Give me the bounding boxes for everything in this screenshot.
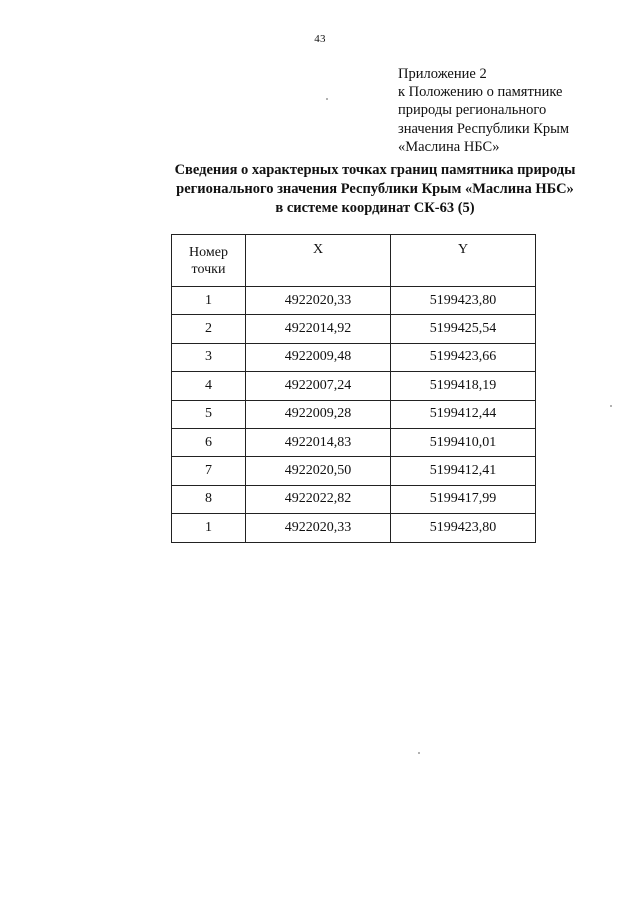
cell-x: 4922014,92 — [246, 315, 391, 343]
cell-y: 5199412,44 — [391, 400, 536, 428]
page-number: 43 — [314, 33, 326, 45]
table-row — [172, 485, 536, 513]
cell-point: 1 — [172, 514, 246, 542]
cell-y: 5199423,80 — [391, 287, 536, 315]
cell-point: 6 — [172, 428, 246, 456]
table-row — [172, 400, 536, 428]
table-header-row — [172, 235, 536, 287]
scan-speck — [610, 405, 612, 407]
cell-point: 4 — [172, 372, 246, 400]
cell-point: 3 — [172, 343, 246, 371]
cell-x: 4922022,82 — [246, 485, 391, 513]
cell-x: 4922020,33 — [246, 287, 391, 315]
cell-x: 4922014,83 — [246, 428, 391, 456]
appendix-line: природы регионального — [398, 102, 547, 119]
cell-y: 5199417,99 — [391, 485, 536, 513]
cell-point: 8 — [172, 485, 246, 513]
header-point-number — [172, 235, 246, 287]
table-row — [172, 372, 536, 400]
cell-y: 5199425,54 — [391, 315, 536, 343]
table-row — [172, 287, 536, 315]
cell-y: 5199412,41 — [391, 457, 536, 485]
coordinates-table — [171, 234, 536, 543]
cell-y: 5199418,19 — [391, 372, 536, 400]
header-y: Y — [391, 235, 536, 287]
header-point-line: Номер — [189, 244, 228, 260]
header-point-line: точки — [191, 261, 226, 277]
title-line: Сведения о характерных точках границ памятника природы — [174, 162, 576, 178]
table-row — [172, 514, 536, 542]
table-row — [172, 457, 536, 485]
header-x: X — [246, 235, 391, 287]
cell-x: 4922020,50 — [246, 457, 391, 485]
appendix-line: значения Республики Крым — [398, 120, 570, 137]
appendix-line: «Маслина НБС» — [398, 138, 500, 155]
appendix-note — [398, 65, 628, 156]
title-line: в системе координат СК-63 (5) — [275, 200, 475, 216]
table-row — [172, 343, 536, 371]
table-row — [172, 428, 536, 456]
cell-x: 4922020,33 — [246, 514, 391, 542]
cell-y: 5199410,01 — [391, 428, 536, 456]
appendix-line: к Положению о памятнике — [398, 84, 563, 101]
appendix-line: Приложение 2 — [398, 66, 487, 82]
scan-speck — [418, 752, 420, 754]
cell-point: 1 — [172, 287, 246, 315]
cell-y: 5199423,80 — [391, 514, 536, 542]
cell-y: 5199423,66 — [391, 343, 536, 371]
cell-point: 7 — [172, 457, 246, 485]
table-row — [172, 315, 536, 343]
document-title — [100, 161, 640, 218]
scan-speck — [326, 98, 328, 100]
cell-point: 2 — [172, 315, 246, 343]
cell-point: 5 — [172, 400, 246, 428]
cell-x: 4922009,48 — [246, 343, 391, 371]
title-line: регионального значения Республики Крым «Маслина НБС» — [176, 181, 574, 197]
cell-x: 4922007,24 — [246, 372, 391, 400]
cell-x: 4922009,28 — [246, 400, 391, 428]
